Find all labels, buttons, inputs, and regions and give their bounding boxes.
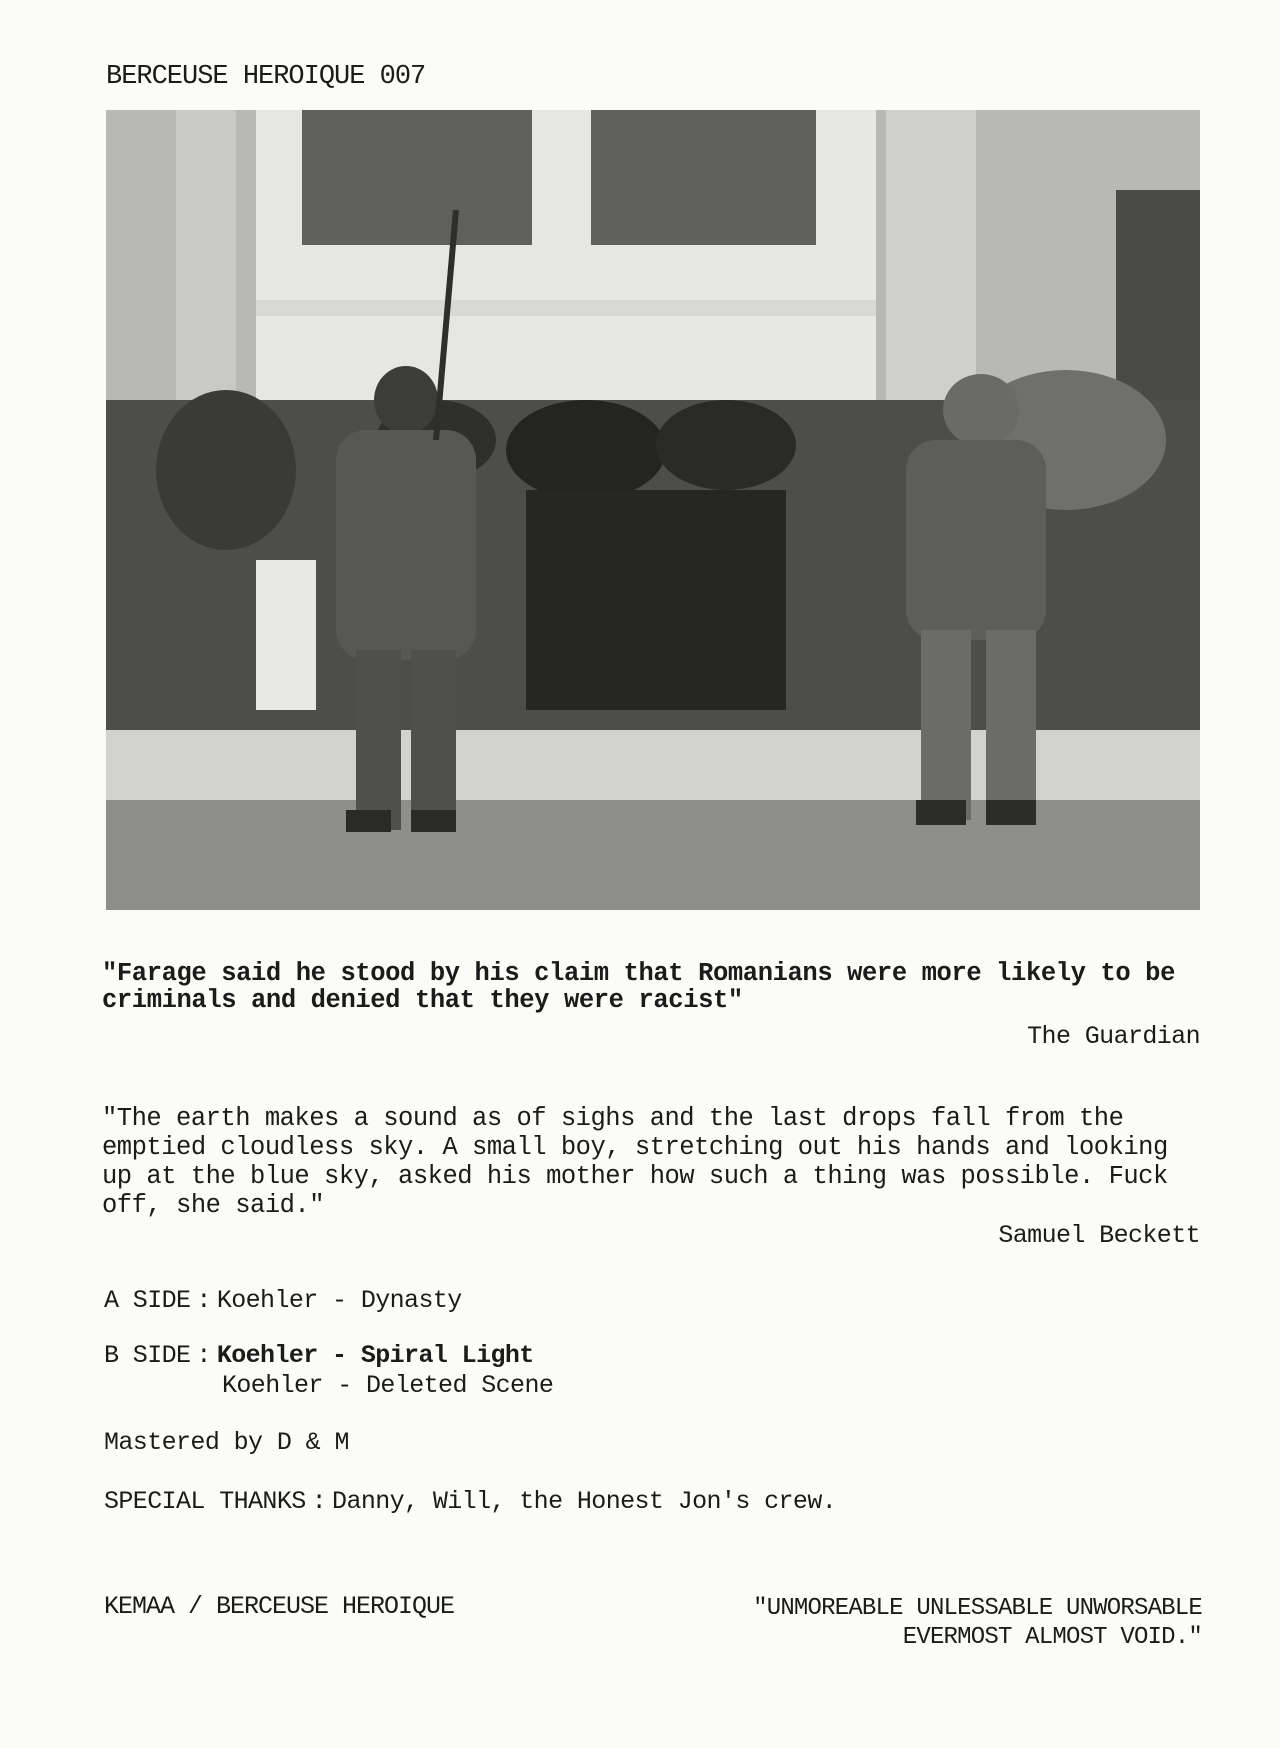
- b-side-credit: [104, 1341, 534, 1371]
- b-side-label: B SIDE: [104, 1341, 191, 1370]
- page-title: BERCEUSE HEROIQUE 007: [106, 62, 426, 92]
- thanks-label: SPECIAL THANKS: [104, 1487, 306, 1516]
- a-side-separator: :: [196, 1286, 211, 1315]
- mastered-credit: Mastered by D & M: [104, 1428, 349, 1457]
- photo-illustration: [106, 110, 1200, 910]
- special-thanks: [104, 1487, 836, 1517]
- quote-attribution-guardian: The Guardian: [1027, 1022, 1200, 1051]
- quote-guardian: "Farage said he stood by his claim that Romanians were more likely to be criminals and denied that they were racist": [102, 959, 1175, 1015]
- b-side-track-1: Koehler - Spiral Light: [216, 1341, 534, 1370]
- b-side-separator: :: [196, 1341, 211, 1370]
- footer-quote-line-1: "UNMOREABLE UNLESSABLE UNWORSABLE: [753, 1595, 1202, 1622]
- cover-photo: [106, 110, 1200, 910]
- a-side-credit: [104, 1286, 462, 1316]
- footer-quote-line-2: EVERMOST ALMOST VOID.": [902, 1624, 1202, 1651]
- footer-quote: [602, 1594, 1202, 1652]
- thanks-text: Danny, Will, the Honest Jon's crew.: [332, 1487, 837, 1516]
- a-side-track: Koehler - Dynasty: [216, 1286, 462, 1315]
- quote-beckett: "The earth makes a sound as of sighs and the last drops fall from the emptied cloudless sky. A small boy, stretching out his hands and looking up at the blue sky, asked his mother how such a thing was possible. Fuck off, she said.": [102, 1104, 1168, 1220]
- b-side-track-2: Koehler - Deleted Scene: [222, 1371, 554, 1400]
- footer-label: KEMAA / BERCEUSE HEROIQUE: [104, 1592, 455, 1621]
- quote-attribution-beckett: Samuel Beckett: [998, 1221, 1200, 1250]
- a-side-label: A SIDE: [104, 1286, 191, 1315]
- thanks-separator: :: [311, 1487, 327, 1516]
